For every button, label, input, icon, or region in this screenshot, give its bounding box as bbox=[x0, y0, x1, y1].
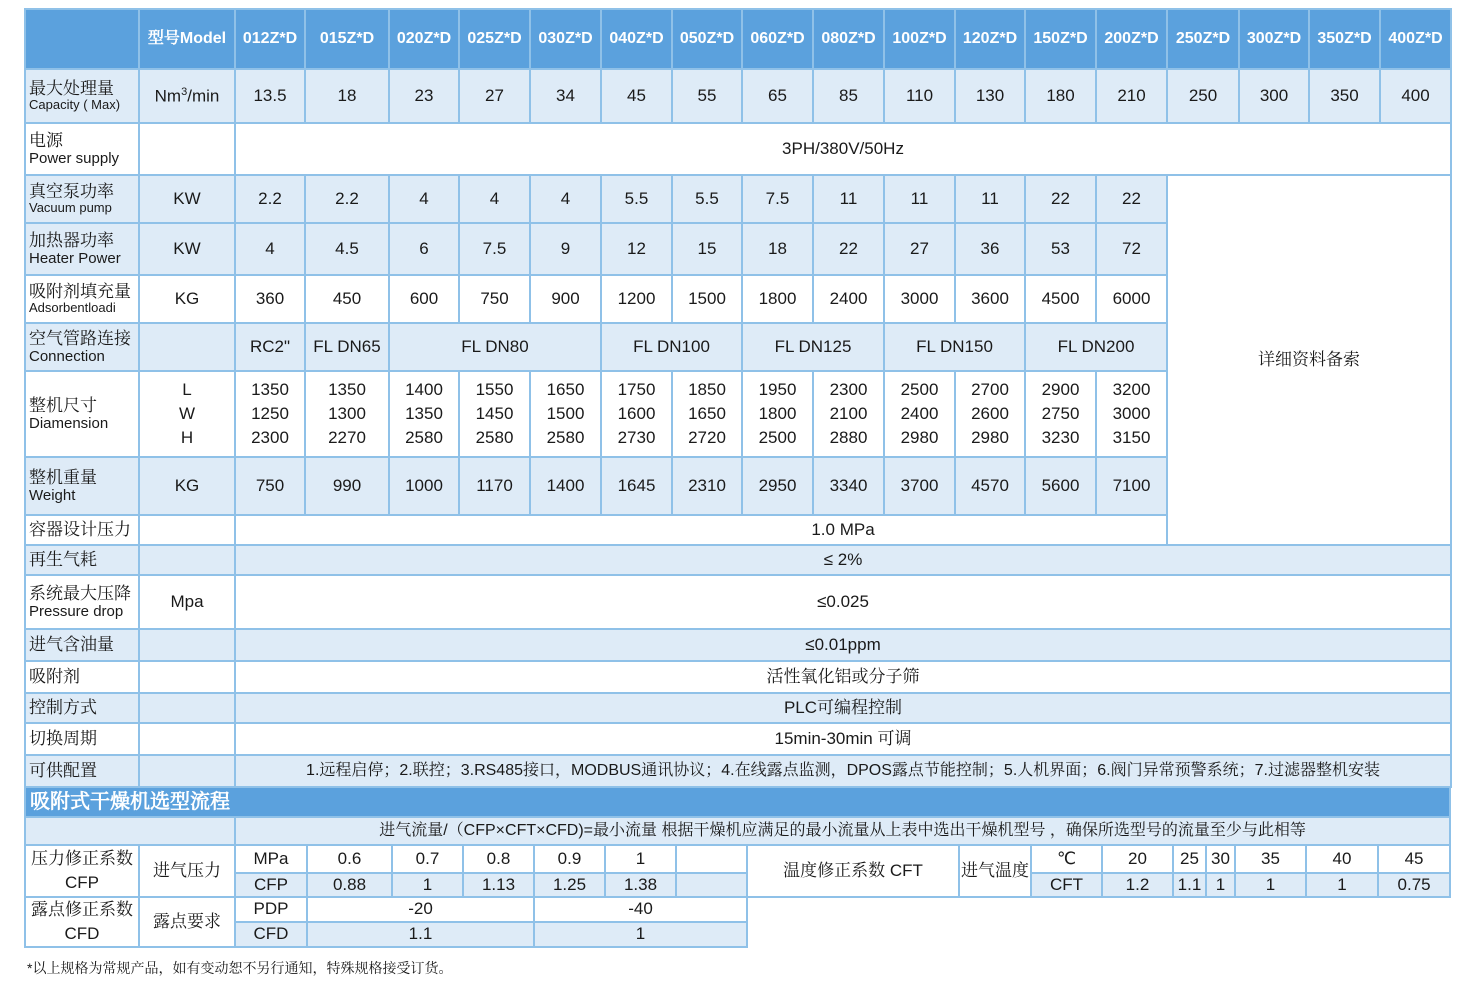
unit-sup: 3 bbox=[181, 85, 188, 98]
dim-h: 2300 bbox=[251, 428, 289, 447]
oil-content-value: ≤0.01ppm bbox=[235, 629, 1451, 661]
dim-w: 1250 bbox=[251, 404, 289, 423]
cfp-pressure: 0.6 bbox=[307, 845, 392, 873]
model-col: 060Z*D bbox=[742, 9, 813, 69]
row-label bbox=[25, 371, 139, 457]
dim-l: 3200 bbox=[1112, 380, 1151, 399]
row-label bbox=[25, 175, 139, 223]
unit-cell bbox=[139, 723, 235, 755]
value-cell: 1500 bbox=[672, 275, 742, 323]
switch-cycle-row bbox=[25, 723, 1451, 755]
value-cell bbox=[459, 371, 530, 457]
cft-factor: 1 bbox=[1235, 873, 1306, 897]
unit-cell: KW bbox=[139, 223, 235, 275]
dim-h: 2880 bbox=[829, 428, 868, 447]
spec-table bbox=[24, 8, 1452, 788]
model-col: 400Z*D bbox=[1380, 9, 1451, 69]
value-cell: 300 bbox=[1239, 69, 1309, 123]
label-en: Power supply bbox=[29, 150, 120, 168]
dim-l: 1350 bbox=[328, 380, 366, 399]
unit-cell bbox=[139, 693, 235, 723]
capacity-row bbox=[25, 69, 1451, 123]
model-col: 040Z*D bbox=[601, 9, 672, 69]
cfp-factor: 1.25 bbox=[534, 873, 605, 897]
dim-h: 2270 bbox=[328, 428, 366, 447]
value-cell: 3000 bbox=[884, 275, 955, 323]
cft-temp: 40 bbox=[1306, 845, 1378, 873]
options-row bbox=[25, 755, 1451, 787]
cfp-row-1 bbox=[25, 845, 1450, 873]
value-cell bbox=[235, 371, 305, 457]
dim-h: 2720 bbox=[688, 428, 726, 447]
adsorbent-value: 活性氧化铝或分子筛 bbox=[235, 661, 1451, 693]
label-en: Vacuum pump bbox=[29, 200, 112, 216]
value-cell: 4570 bbox=[955, 457, 1025, 515]
value-cell: FL DN200 bbox=[1025, 323, 1167, 371]
unit-cell bbox=[139, 323, 235, 371]
cfd-label-cn: 露点修正系数 bbox=[31, 900, 133, 919]
row-label bbox=[25, 457, 139, 515]
label-en: Adsorbentloadi bbox=[29, 300, 116, 316]
power-supply-value: 3PH/380V/50Hz bbox=[235, 123, 1451, 175]
cfp-pressure: 0.7 bbox=[392, 845, 463, 873]
cfd-param: 露点要求 bbox=[139, 897, 235, 947]
options-value: 1.远程启停；2.联控；3.RS485接口，MODBUS通讯协议；4.在线露点监测，DPOS露点节能控制；5.人机界面；6.阀门异常预警系统；7.过滤器整机安装 bbox=[235, 755, 1451, 787]
value-cell: 22 bbox=[1096, 175, 1167, 223]
model-col: 100Z*D bbox=[884, 9, 955, 69]
model-col: 200Z*D bbox=[1096, 9, 1167, 69]
dim-l: 1750 bbox=[617, 380, 656, 399]
value-cell: 11 bbox=[884, 175, 955, 223]
dim-w: 1350 bbox=[405, 404, 443, 423]
cfp-factor: 0.88 bbox=[307, 873, 392, 897]
label-cn: 电源 bbox=[29, 130, 63, 150]
dim-l: 1850 bbox=[688, 380, 726, 399]
cft-temp: 45 bbox=[1378, 845, 1450, 873]
unit-cell bbox=[139, 69, 235, 123]
cfd-unit: CFD bbox=[235, 922, 307, 947]
selection-title-row bbox=[25, 787, 1450, 817]
dim-h: 2580 bbox=[405, 428, 443, 447]
cft-factor: 1.1 bbox=[1173, 873, 1206, 897]
value-cell: FL DN125 bbox=[742, 323, 884, 371]
row-label bbox=[25, 123, 139, 175]
unit-cell: KW bbox=[139, 175, 235, 223]
value-cell: 55 bbox=[672, 69, 742, 123]
dim-l: 1400 bbox=[405, 380, 443, 399]
cft-temp: 20 bbox=[1102, 845, 1173, 873]
pressure-drop-value: ≤0.025 bbox=[235, 575, 1451, 629]
cfp-pressure: 0.8 bbox=[463, 845, 534, 873]
control-value: PLC可编程控制 bbox=[235, 693, 1451, 723]
header-blank bbox=[25, 9, 139, 69]
cfd-label-abbr: CFD bbox=[64, 924, 100, 943]
value-cell: 34 bbox=[530, 69, 601, 123]
value-cell bbox=[530, 371, 601, 457]
cft-label: 温度修正系数 CFT bbox=[747, 845, 959, 897]
value-cell: 4 bbox=[530, 175, 601, 223]
switch-cycle-value: 15min-30min 可调 bbox=[235, 723, 1451, 755]
cfp-param: 进气压力 bbox=[139, 845, 235, 897]
label-en: Connection bbox=[29, 348, 105, 366]
value-cell: 27 bbox=[459, 69, 530, 123]
model-col: 350Z*D bbox=[1309, 9, 1380, 69]
value-cell bbox=[1096, 371, 1167, 457]
value-cell: 750 bbox=[459, 275, 530, 323]
unit-w: W bbox=[178, 404, 196, 423]
value-cell: 85 bbox=[813, 69, 884, 123]
cft-temp: 30 bbox=[1206, 845, 1235, 873]
value-cell: 360 bbox=[235, 275, 305, 323]
model-col: 025Z*D bbox=[459, 9, 530, 69]
cfp-unit: CFP bbox=[235, 873, 307, 897]
value-cell: 27 bbox=[884, 223, 955, 275]
pressure-drop-row bbox=[25, 575, 1451, 629]
value-cell: 7100 bbox=[1096, 457, 1167, 515]
model-header-row bbox=[25, 9, 1451, 69]
row-label: 控制方式 bbox=[25, 693, 139, 723]
model-col: 080Z*D bbox=[813, 9, 884, 69]
value-cell: 900 bbox=[530, 275, 601, 323]
dim-h: 2730 bbox=[617, 428, 656, 447]
unit-base: Nm bbox=[154, 86, 182, 106]
unit-l: L bbox=[182, 380, 192, 399]
vacuum-pump-row bbox=[25, 175, 1451, 223]
label-cn: 真空泵功率 bbox=[29, 181, 114, 201]
cfd-label bbox=[25, 897, 139, 947]
cfd-dewpoint: -40 bbox=[534, 897, 747, 922]
label-cn: 空气管路连接 bbox=[29, 328, 131, 348]
model-col: 300Z*D bbox=[1239, 9, 1309, 69]
dim-l: 1350 bbox=[251, 380, 289, 399]
oil-content-row bbox=[25, 629, 1451, 661]
value-cell: 5600 bbox=[1025, 457, 1096, 515]
dim-h: 2500 bbox=[758, 428, 797, 447]
cfd-unit: PDP bbox=[235, 897, 307, 922]
value-cell: 23 bbox=[389, 69, 459, 123]
dim-l: 1550 bbox=[475, 380, 514, 399]
value-cell: 130 bbox=[955, 69, 1025, 123]
value-cell: 72 bbox=[1096, 223, 1167, 275]
value-cell: 1170 bbox=[459, 457, 530, 515]
unit-cell bbox=[139, 515, 235, 545]
value-cell: 350 bbox=[1309, 69, 1380, 123]
cft-unit: ℃ bbox=[1031, 845, 1102, 873]
dim-h: 2980 bbox=[971, 428, 1009, 447]
value-cell: 3340 bbox=[813, 457, 884, 515]
model-col: 250Z*D bbox=[1167, 9, 1239, 69]
label-cn: 系统最大压降 bbox=[29, 583, 131, 603]
blank-area bbox=[747, 897, 1450, 947]
value-cell: 9 bbox=[530, 223, 601, 275]
footnote: *以上规格为常规产品，如有变动恕不另行通知，特殊规格接受订货。 bbox=[27, 960, 453, 976]
row-label: 可供配置 bbox=[25, 755, 139, 787]
dim-w: 3000 bbox=[1112, 404, 1151, 423]
regen-consumption-row bbox=[25, 545, 1451, 575]
power-supply-row bbox=[25, 123, 1451, 175]
value-cell: 1200 bbox=[601, 275, 672, 323]
unit-cell: KG bbox=[139, 275, 235, 323]
label-en: Weight bbox=[29, 487, 76, 505]
value-cell: 1800 bbox=[742, 275, 813, 323]
row-label: 容器设计压力 bbox=[25, 515, 139, 545]
label-en: Capacity ( Max) bbox=[29, 97, 121, 113]
value-cell: FL DN80 bbox=[389, 323, 601, 371]
detail-note: 详细资料备索 bbox=[1167, 175, 1451, 545]
control-row bbox=[25, 693, 1451, 723]
dim-w: 1500 bbox=[546, 404, 585, 423]
dim-w: 1600 bbox=[617, 404, 656, 423]
value-cell: 3600 bbox=[955, 275, 1025, 323]
dim-h: 3150 bbox=[1112, 428, 1151, 447]
unit-cell bbox=[139, 545, 235, 575]
cft-unit: CFT bbox=[1031, 873, 1102, 897]
value-cell: 7.5 bbox=[459, 223, 530, 275]
cfp-factor: 1 bbox=[392, 873, 463, 897]
dim-w: 1650 bbox=[688, 404, 726, 423]
label-en: Pressure drop bbox=[29, 603, 124, 621]
value-cell: 1000 bbox=[389, 457, 459, 515]
label-en: Heater Power bbox=[29, 250, 121, 268]
dim-h: 2580 bbox=[475, 428, 514, 447]
value-cell: 18 bbox=[742, 223, 813, 275]
value-cell: RC2" bbox=[235, 323, 305, 371]
dim-w: 2600 bbox=[971, 404, 1009, 423]
value-cell: 6 bbox=[389, 223, 459, 275]
value-cell bbox=[672, 371, 742, 457]
unit-cell: Mpa bbox=[139, 575, 235, 629]
value-cell: 600 bbox=[389, 275, 459, 323]
label-cn: 整机重量 bbox=[29, 467, 97, 487]
dim-w: 2750 bbox=[1041, 404, 1080, 423]
value-cell: 4 bbox=[459, 175, 530, 223]
row-label: 吸附剂 bbox=[25, 661, 139, 693]
cfd-dewpoint: -20 bbox=[307, 897, 534, 922]
dim-l: 1950 bbox=[758, 380, 797, 399]
row-label: 进气含油量 bbox=[25, 629, 139, 661]
value-cell: FL DN100 bbox=[601, 323, 742, 371]
value-cell: 180 bbox=[1025, 69, 1096, 123]
value-cell: 6000 bbox=[1096, 275, 1167, 323]
value-cell: 2400 bbox=[813, 275, 884, 323]
value-cell bbox=[1025, 371, 1096, 457]
value-cell bbox=[305, 371, 389, 457]
value-cell: 2.2 bbox=[305, 175, 389, 223]
value-cell: 2950 bbox=[742, 457, 813, 515]
unit-cell: KG bbox=[139, 457, 235, 515]
cft-factor: 1 bbox=[1206, 873, 1235, 897]
model-col: 050Z*D bbox=[672, 9, 742, 69]
formula-text: 进气流量/（CFP×CFT×CFD)=最小流量 根据干燥机应满足的最小流量从上表中选出干燥机型号 ，确保所选型号的流量至少与此相等 bbox=[235, 817, 1450, 845]
dim-l: 2500 bbox=[900, 380, 939, 399]
dim-w: 2100 bbox=[829, 404, 868, 423]
value-cell: 1400 bbox=[530, 457, 601, 515]
dim-h: 2980 bbox=[900, 428, 939, 447]
label-en: Diamension bbox=[29, 415, 109, 433]
value-cell bbox=[955, 371, 1025, 457]
cfd-row-1 bbox=[25, 897, 1450, 922]
value-cell: 22 bbox=[813, 223, 884, 275]
value-cell: 210 bbox=[1096, 69, 1167, 123]
value-cell: 65 bbox=[742, 69, 813, 123]
dim-l: 2300 bbox=[829, 380, 868, 399]
value-cell: 45 bbox=[601, 69, 672, 123]
model-col: 030Z*D bbox=[530, 9, 601, 69]
selection-title: 吸附式干燥机选型流程 bbox=[25, 787, 1450, 817]
cfp-factor: 1.13 bbox=[463, 873, 534, 897]
formula-row bbox=[25, 817, 1450, 845]
value-cell: 7.5 bbox=[742, 175, 813, 223]
dim-h: 3230 bbox=[1041, 428, 1080, 447]
value-cell: 990 bbox=[305, 457, 389, 515]
unit-cell bbox=[139, 661, 235, 693]
value-cell: 13.5 bbox=[235, 69, 305, 123]
unit-cell bbox=[139, 629, 235, 661]
cft-factor: 0.75 bbox=[1378, 873, 1450, 897]
unit-h: H bbox=[180, 428, 194, 447]
dim-w: 1800 bbox=[758, 404, 797, 423]
dim-w: 1450 bbox=[475, 404, 514, 423]
value-cell: 5.5 bbox=[672, 175, 742, 223]
cft-temp: 25 bbox=[1173, 845, 1206, 873]
row-label bbox=[25, 275, 139, 323]
value-cell: 450 bbox=[305, 275, 389, 323]
cfp-label bbox=[25, 845, 139, 897]
label-cn: 最大处理量 bbox=[29, 78, 114, 98]
value-cell: 4 bbox=[389, 175, 459, 223]
value-cell bbox=[389, 371, 459, 457]
value-cell bbox=[813, 371, 884, 457]
cft-factor: 1.2 bbox=[1102, 873, 1173, 897]
row-label: 切换周期 bbox=[25, 723, 139, 755]
value-cell: FL DN150 bbox=[884, 323, 1025, 371]
cfp-empty bbox=[676, 873, 747, 897]
cfp-row-2 bbox=[25, 873, 1450, 897]
value-cell: 18 bbox=[305, 69, 389, 123]
value-cell: 400 bbox=[1380, 69, 1451, 123]
row-label bbox=[25, 69, 139, 123]
model-col: 012Z*D bbox=[235, 9, 305, 69]
value-cell: 250 bbox=[1167, 69, 1239, 123]
cfd-factor: 1 bbox=[534, 922, 747, 947]
value-cell: 2310 bbox=[672, 457, 742, 515]
cft-param: 进气温度 bbox=[959, 845, 1031, 897]
dim-l: 2900 bbox=[1041, 380, 1080, 399]
value-cell: 1645 bbox=[601, 457, 672, 515]
model-col: 015Z*D bbox=[305, 9, 389, 69]
model-col: 020Z*D bbox=[389, 9, 459, 69]
value-cell: 750 bbox=[235, 457, 305, 515]
dim-h: 2580 bbox=[546, 428, 585, 447]
cfd-factor: 1.1 bbox=[307, 922, 534, 947]
cfp-label-cn: 压力修正系数 bbox=[31, 849, 133, 868]
row-label bbox=[25, 323, 139, 371]
value-cell bbox=[742, 371, 813, 457]
value-cell: 5.5 bbox=[601, 175, 672, 223]
regen-consumption-value: ≤ 2% bbox=[235, 545, 1451, 575]
dim-w: 2400 bbox=[900, 404, 939, 423]
value-cell: 22 bbox=[1025, 175, 1096, 223]
label-cn: 加热器功率 bbox=[29, 230, 114, 250]
dim-w: 1300 bbox=[328, 404, 366, 423]
cfp-label-abbr: CFP bbox=[65, 873, 99, 892]
cfp-factor: 1.38 bbox=[605, 873, 676, 897]
value-cell: 4.5 bbox=[305, 223, 389, 275]
cfp-unit: MPa bbox=[235, 845, 307, 873]
design-pressure-row bbox=[25, 515, 1451, 545]
model-col: 120Z*D bbox=[955, 9, 1025, 69]
dim-l: 2700 bbox=[971, 380, 1009, 399]
cfp-pressure: 0.9 bbox=[534, 845, 605, 873]
value-cell: 110 bbox=[884, 69, 955, 123]
value-cell bbox=[884, 371, 955, 457]
unit-cell bbox=[139, 371, 235, 457]
row-label: 再生气耗 bbox=[25, 545, 139, 575]
value-cell: 12 bbox=[601, 223, 672, 275]
value-cell: 11 bbox=[813, 175, 884, 223]
cfp-empty bbox=[676, 845, 747, 873]
cft-temp: 35 bbox=[1235, 845, 1306, 873]
dim-l: 1650 bbox=[546, 380, 585, 399]
formula-blank bbox=[25, 817, 235, 845]
selection-table bbox=[24, 786, 1451, 948]
value-cell: 53 bbox=[1025, 223, 1096, 275]
value-cell: 4 bbox=[235, 223, 305, 275]
cft-factor: 1 bbox=[1306, 873, 1378, 897]
unit-cell bbox=[139, 123, 235, 175]
value-cell bbox=[601, 371, 672, 457]
row-label bbox=[25, 575, 139, 629]
value-cell: 15 bbox=[672, 223, 742, 275]
value-cell: 36 bbox=[955, 223, 1025, 275]
design-pressure-value: 1.0 MPa bbox=[235, 515, 1451, 545]
model-col: 150Z*D bbox=[1025, 9, 1096, 69]
label-cn: 吸附剂填充量 bbox=[29, 281, 131, 301]
value-cell: 11 bbox=[955, 175, 1025, 223]
value-cell: 2.2 bbox=[235, 175, 305, 223]
unit-cell bbox=[139, 755, 235, 787]
row-label bbox=[25, 223, 139, 275]
label-cn: 整机尺寸 bbox=[29, 395, 97, 415]
adsorbent-row bbox=[25, 661, 1451, 693]
unit-tail: /min bbox=[187, 86, 220, 106]
cfp-pressure: 1 bbox=[605, 845, 676, 873]
model-label: 型号Model bbox=[139, 9, 235, 69]
value-cell: 4500 bbox=[1025, 275, 1096, 323]
value-cell: 3700 bbox=[884, 457, 955, 515]
value-cell: FL DN65 bbox=[305, 323, 389, 371]
